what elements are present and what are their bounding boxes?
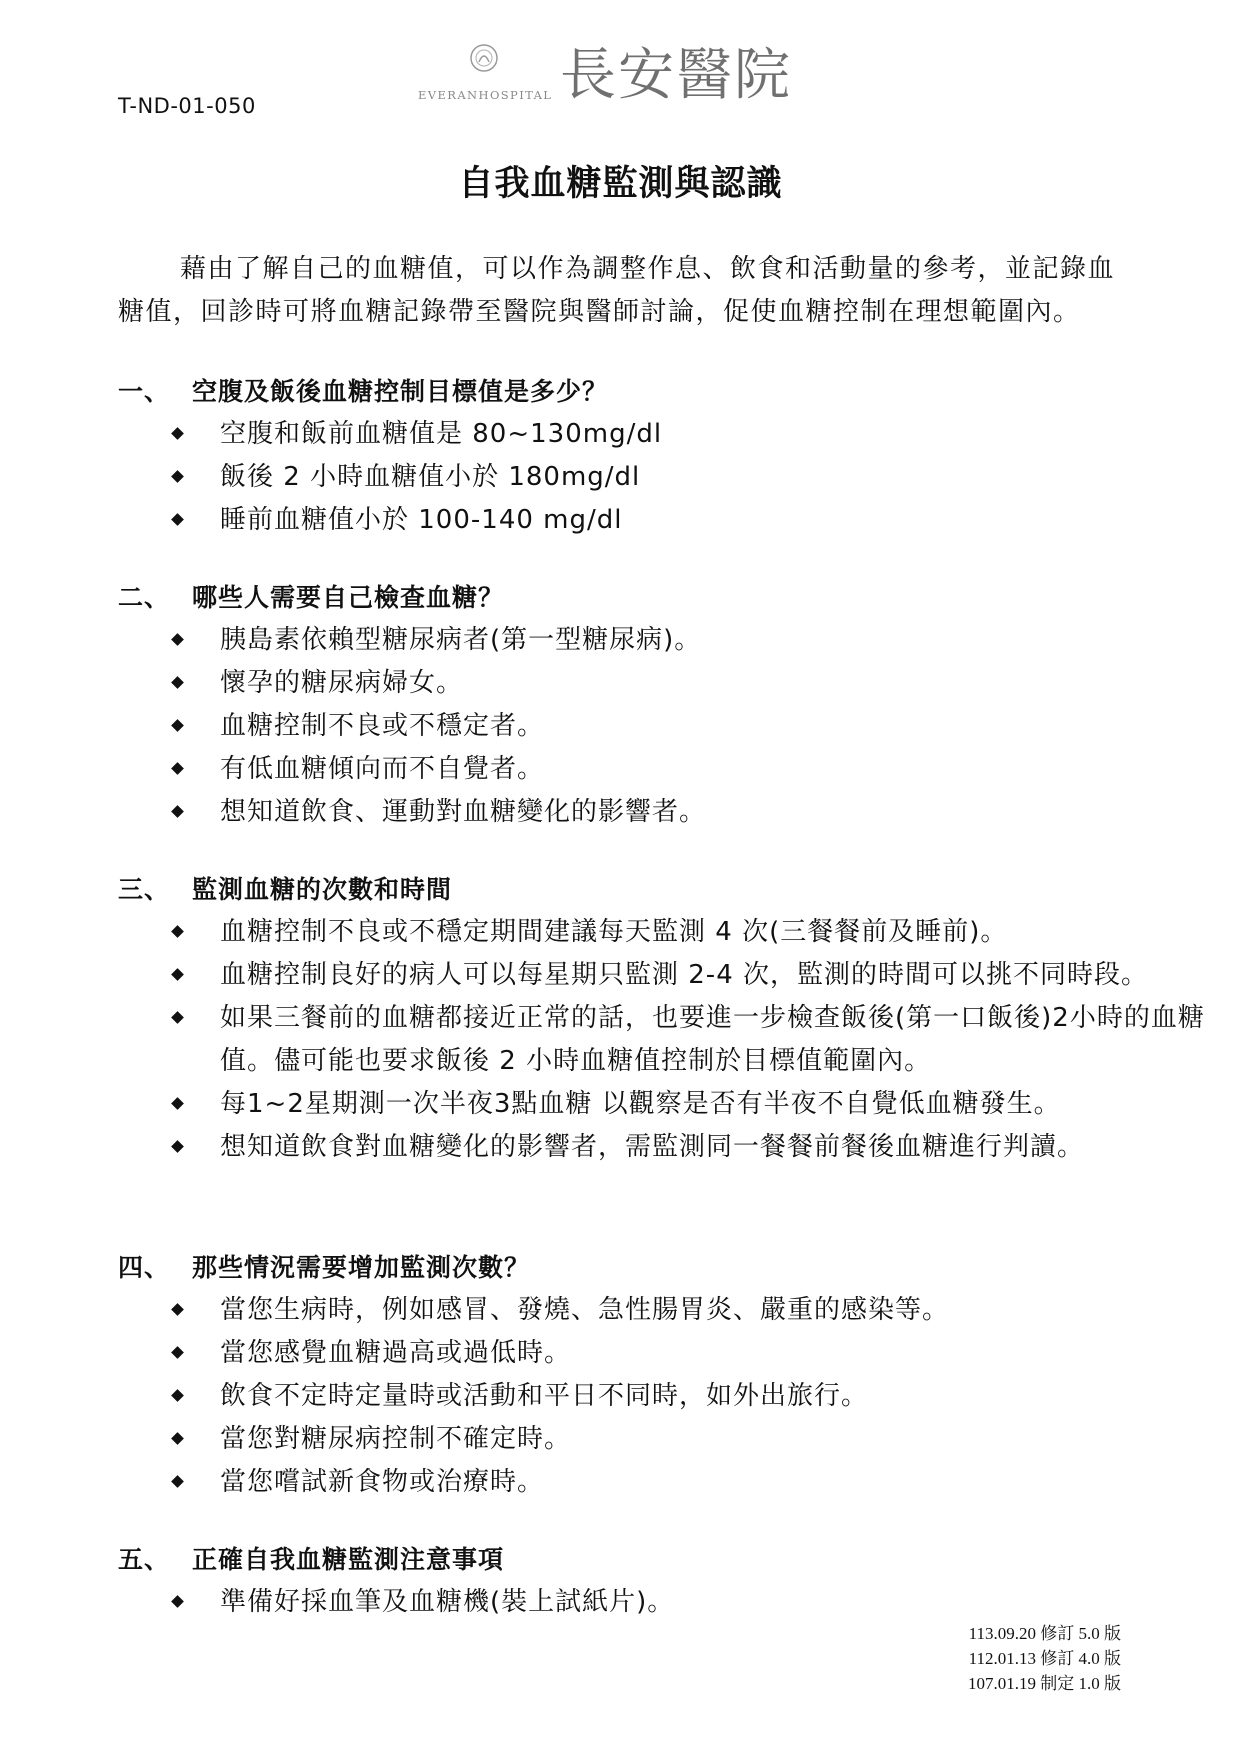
- list-item: 飯後 2 小時血糖值小於 180mg/dl: [118, 456, 1218, 499]
- list-item: 懷孕的糖尿病婦女。: [118, 662, 1218, 705]
- list-item: 準備好採血筆及血糖機(裝上試紙片)。: [118, 1581, 1218, 1624]
- section-heading: [118, 1538, 1218, 1581]
- section-heading: [118, 1246, 1218, 1289]
- list-item: 睡前血糖值小於 100-140 mg/dl: [118, 499, 1218, 542]
- section-title: 空腹及飯後血糖控制目標值是多少？: [192, 377, 609, 406]
- revision-history: [968, 1621, 1121, 1696]
- list-item: 當您感覺血糖過高或過低時。: [118, 1332, 1218, 1375]
- list-item: 血糖控制不良或不穩定者。: [118, 705, 1218, 748]
- section-2: [118, 576, 1218, 834]
- diamond-bullet-icon: [118, 997, 220, 1083]
- diamond-bullet-icon: [118, 1126, 220, 1169]
- diamond-bullet-icon: [118, 1332, 220, 1375]
- list-item: 有低血糖傾向而不自覺者。: [118, 748, 1218, 791]
- diamond-bullet-icon: [118, 1581, 220, 1624]
- section-title: 監測血糖的次數和時間: [192, 875, 453, 904]
- section-3: [118, 868, 1218, 1169]
- diamond-bullet-icon: [118, 456, 220, 499]
- hospital-logo: [418, 40, 828, 110]
- diamond-bullet-icon: [118, 1461, 220, 1504]
- diamond-bullet-icon: [118, 619, 220, 662]
- diamond-bullet-icon: [118, 1375, 220, 1418]
- diamond-bullet-icon: [118, 1418, 220, 1461]
- logo-chinese-name: 長安醫院: [560, 43, 792, 108]
- diamond-bullet-icon: [118, 748, 220, 791]
- section-number: 三、: [118, 875, 171, 904]
- section-heading: [118, 370, 1218, 413]
- section-number: 一、: [118, 377, 171, 406]
- diamond-bullet-icon: [118, 1083, 220, 1126]
- logo-english-name: EVERANHOSPITAL: [418, 88, 553, 102]
- revision-line: 112.01.13 修訂 4.0 版: [968, 1649, 1121, 1668]
- page-title: 自我血糖監測與認識: [458, 164, 783, 204]
- section-number: 四、: [118, 1253, 171, 1282]
- section-title: 那些情況需要增加監測次數？: [192, 1253, 531, 1282]
- section-title: 正確自我血糖監測注意事項: [192, 1545, 505, 1574]
- section-heading: [118, 576, 1218, 619]
- section-number: 五、: [118, 1545, 171, 1574]
- diamond-bullet-icon: [118, 413, 220, 456]
- section-number: 二、: [118, 583, 171, 612]
- list-item: 飲食不定時定量時或活動和平日不同時，如外出旅行。: [118, 1375, 1218, 1418]
- section-title: 哪些人需要自己檢查血糖？: [192, 583, 505, 612]
- list-item: 血糖控制不良或不穩定期間建議每天監測 4 次(三餐餐前及睡前)。: [118, 911, 1218, 954]
- diamond-bullet-icon: [118, 662, 220, 705]
- list-item: 空腹和飯前血糖值是 80~130mg/dl: [118, 413, 1218, 456]
- section-5: [118, 1538, 1218, 1624]
- revision-line: 107.01.19 制定 1.0 版: [968, 1674, 1121, 1693]
- diamond-bullet-icon: [118, 499, 220, 542]
- list-item: 血糖控制良好的病人可以每星期只監測 2-4 次，監測的時間可以挑不同時段。: [118, 954, 1218, 997]
- document-code: T-ND-01-050: [118, 94, 256, 118]
- list-item: 當您對糖尿病控制不確定時。: [118, 1418, 1218, 1461]
- hospital-emblem-icon: [468, 42, 500, 74]
- list-item: 想知道飲食、運動對血糖變化的影響者。: [118, 791, 1218, 834]
- revision-line: 113.09.20 修訂 5.0 版: [968, 1624, 1121, 1643]
- section-heading: [118, 868, 1218, 911]
- list-item: 當您生病時，例如感冒、發燒、急性腸胃炎、嚴重的感染等。: [118, 1289, 1218, 1332]
- section-4: [118, 1246, 1218, 1504]
- diamond-bullet-icon: [118, 954, 220, 997]
- diamond-bullet-icon: [118, 791, 220, 834]
- list-item: 如果三餐前的血糖都接近正常的話，也要進一步檢查飯後(第一口飯後)2小時的血糖值。儘可能也要求飯後 2 小時血糖值控制於目標值範圍內。: [118, 997, 1218, 1083]
- diamond-bullet-icon: [118, 705, 220, 748]
- list-item: 胰島素依賴型糖尿病者(第一型糖尿病)。: [118, 619, 1218, 662]
- section-1: [118, 370, 1218, 542]
- intro-paragraph: 藉由了解自己的血糖值，可以作為調整作息、飲食和活動量的參考，並記錄血糖值，回診時可將血糖記錄帶至醫院與醫師討論，促使血糖控制在理想範圍內。: [118, 254, 1116, 327]
- diamond-bullet-icon: [118, 1289, 220, 1332]
- list-item: 每1~2星期測一次半夜3點血糖 以觀察是否有半夜不自覺低血糖發生。: [118, 1083, 1218, 1126]
- list-item: 想知道飲食對血糖變化的影響者，需監測同一餐餐前餐後血糖進行判讀。: [118, 1126, 1218, 1169]
- list-item: 當您嚐試新食物或治療時。: [118, 1461, 1218, 1504]
- diamond-bullet-icon: [118, 911, 220, 954]
